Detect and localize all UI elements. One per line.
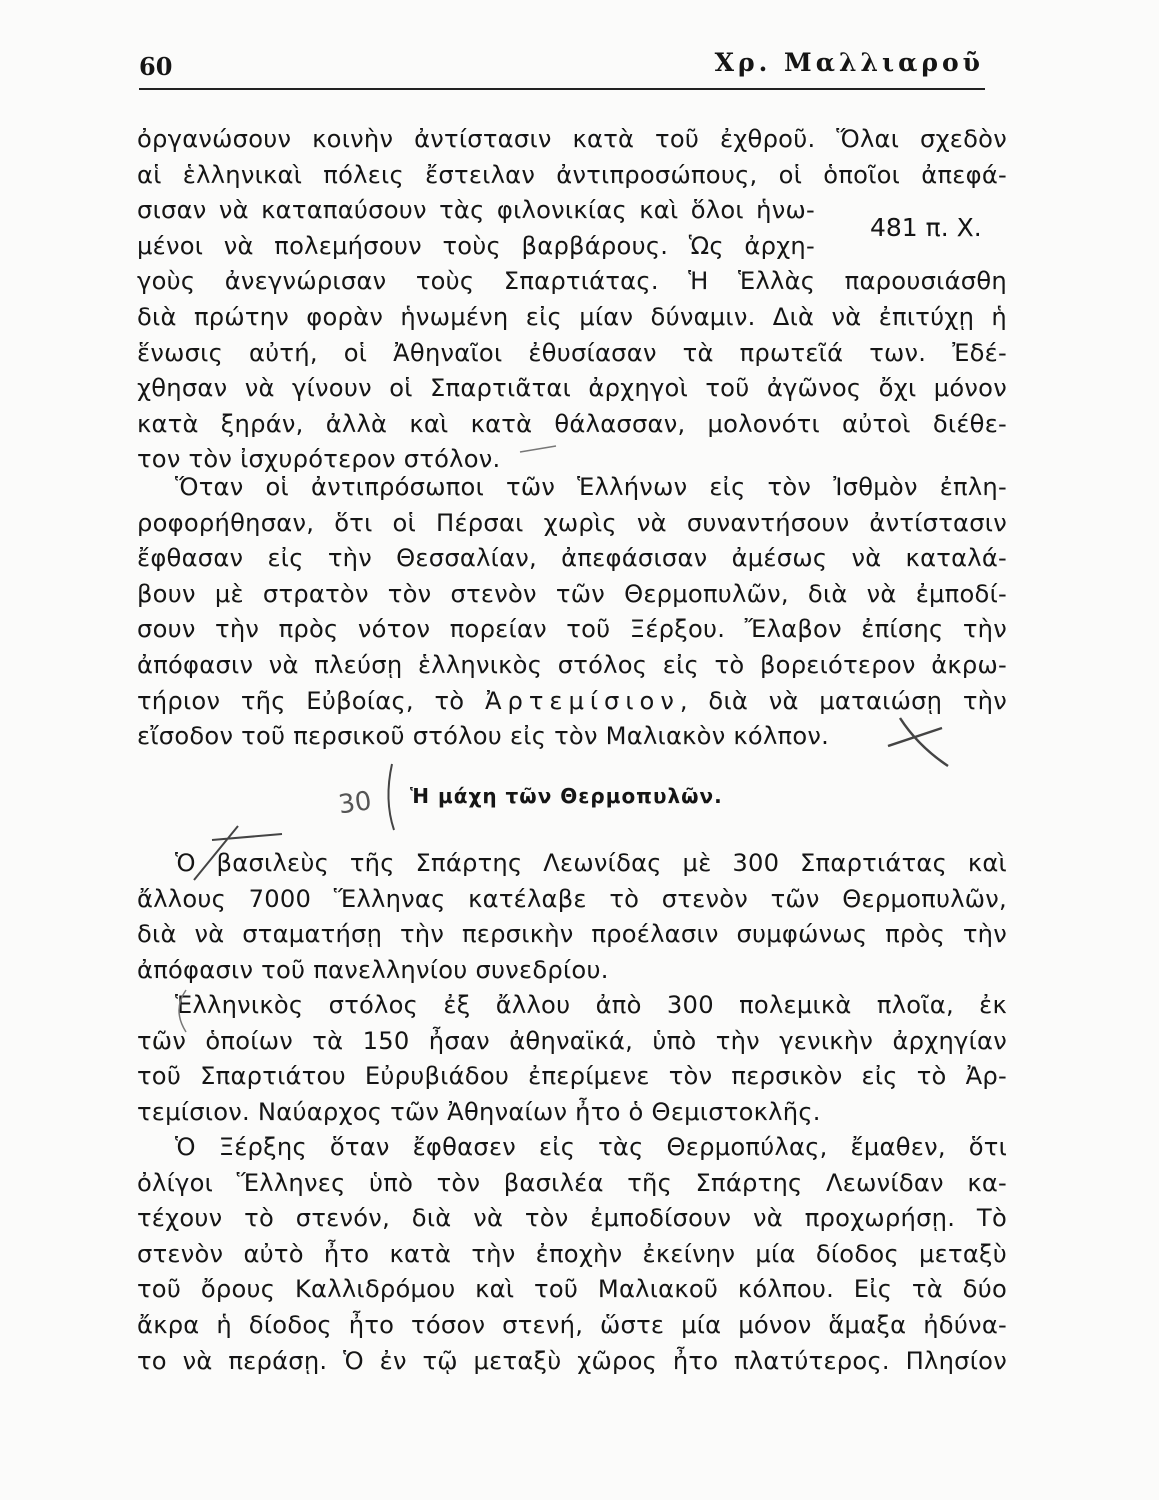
paragraph-4 xyxy=(137,988,1007,1130)
text-line: εἴσοδον τοῦ περσικοῦ στόλου εἰς τὸν Μαλιακὸν κόλπον. xyxy=(137,722,830,751)
text-line: στενὸν αὐτὸ ἦτο κατὰ τὴν ἐποχὴν ἐκείνην μία δίοδος μεταξὺ xyxy=(137,1239,1007,1268)
page-number: 60 xyxy=(139,52,173,81)
text-line: ἔφθασαν εἰς τὴν Θεσσαλίαν, ἀπεφάσισαν ἀμέσως νὰ καταλά- xyxy=(137,544,1007,573)
paragraph-1 xyxy=(137,122,1007,478)
text-line: διὰ πρώτην φορὰν ἡνωμένη εἰς μίαν δύναμιν. Διὰ νὰ ἐπιτύχῃ ἡ xyxy=(137,302,1007,331)
text-line: τον τὸν ἰσχυρότερον στόλον. xyxy=(137,445,501,474)
line-end: , διὰ νὰ ματαιώσῃ τὴν xyxy=(679,686,1008,715)
section-heading: Ἡ μάχη τῶν Θερμοπυλῶν. xyxy=(410,784,723,808)
text-line: ἕνωσις αὐτή, οἱ Ἀθηναῖοι ἐθυσίασαν τὰ πρωτεῖά των. Ἐδέ- xyxy=(137,338,1007,367)
text-line: το νὰ περάσῃ. Ὁ ἐν τῷ μεταξὺ χῶρος ἦτο πλατύτερος. Πλησίον xyxy=(137,1346,1007,1375)
text-line: ἄκρα ἡ δίοδος ἦτο τόσον στενή, ὥστε μία μόνον ἅμαξα ἠδύνα- xyxy=(137,1310,1007,1339)
paragraph-5 xyxy=(137,1130,1007,1379)
text-line: ὀλίγοι Ἕλληνες ὑπὸ τὸν βασιλέα τῆς Σπάρτης Λεωνίδαν κα- xyxy=(137,1168,1007,1197)
text-line: τοῦ ὄρους Καλλιδρόμου καὶ τοῦ Μαλιακοῦ κόλπου. Εἰς τὰ δύο xyxy=(137,1275,1007,1304)
paragraph-2 xyxy=(137,470,1007,755)
header-rule xyxy=(139,88,985,90)
pencil-bracket xyxy=(388,764,394,830)
text-line: τεμίσιον. Ναύαρχος τῶν Ἀθηναίων ἦτο ὁ Θεμιστοκλῆς. xyxy=(137,1097,821,1126)
text-line: Ὁ βασιλεὺς τῆς Σπάρτης Λεωνίδας μὲ 300 Σπαρτιάτας καὶ xyxy=(175,849,1007,877)
text-line: Ὁ Ξέρξης ὅταν ἔφθασεν εἰς τὰς Θερμοπύλας, ἔμαθεν, ὅτι xyxy=(175,1133,1007,1161)
text-line: ἀπόφασιν τοῦ πανελληνίου συνεδρίου. xyxy=(137,955,609,984)
pencil-number: 30 xyxy=(336,786,374,821)
text-line: βουν μὲ στρατὸν τὸν στενὸν τῶν Θερμοπυλῶν, διὰ νὰ ἐμποδί- xyxy=(137,579,1007,608)
text-line: ὀργανώσουν κοινὴν ἀντίστασιν κατὰ τοῦ ἐχθροῦ. Ὅλαι σχεδὸν xyxy=(137,125,1007,153)
paragraph-3 xyxy=(137,846,1007,988)
text-line: σισαν νὰ καταπαύσουν τὰς φιλονικίας καὶ ὅλοι ἡνω- xyxy=(137,196,815,225)
place-name: Ἀρτεμίσιον xyxy=(484,686,680,715)
running-title: Χρ. Μαλλιαροῦ xyxy=(714,48,984,77)
text-line: διὰ νὰ σταματήσῃ τὴν περσικὴν προέλασιν συμφώνως πρὸς τὴν xyxy=(137,920,1007,949)
text-line: ἀπόφασιν νὰ πλεύσῃ ἑλληνικὸς στόλος εἰς τὸ βορειότερον ἀκρω- xyxy=(137,650,1007,679)
text-line xyxy=(137,684,1007,720)
text-line: χθησαν νὰ γίνουν οἱ Σπαρτιᾶται ἀρχηγοὶ τοῦ ἀγῶνος ὄχι μόνον xyxy=(137,374,1007,403)
text-line: σουν τὴν πρὸς νότον πορείαν τοῦ Ξέρξου. Ἔλαβον ἐπίσης τὴν xyxy=(137,615,1007,644)
text-line: μένοι νὰ πολεμήσουν τοὺς βαρβάρους. Ὡς ἀρχη- xyxy=(137,231,815,260)
text-line: Ὅταν οἱ ἀντιπρόσωποι τῶν Ἑλλήνων εἰς τὸν Ἰσθμὸν ἐπλη- xyxy=(175,473,1007,501)
margin-date-note: 481 π. Χ. xyxy=(870,213,982,242)
text-line: κατὰ ξηράν, ἀλλὰ καὶ κατὰ θάλασσαν, μολονότι αὐτοὶ διέθε- xyxy=(137,409,1007,438)
text-line: τῶν ὁποίων τὰ 150 ἦσαν ἀθηναϊκά, ὑπὸ τὴν γενικὴν ἀρχηγίαν xyxy=(137,1026,1007,1055)
text-line: ροφορήθησαν, ὅτι οἱ Πέρσαι χωρὶς νὰ συναντήσουν ἀντίστασιν xyxy=(137,508,1007,537)
text-line: αἱ ἑλληνικαὶ πόλεις ἔστειλαν ἀντιπροσώπους, οἱ ὁποῖοι ἀπεφά- xyxy=(137,160,1007,189)
line-start: τήριον τῆς Εὐβοίας, τὸ xyxy=(137,686,485,715)
text-line: γοὺς ἀνεγνώρισαν τοὺς Σπαρτιάτας. Ἡ Ἑλλὰς παρουσιάσθη xyxy=(137,267,1007,296)
text-line: ἄλλους 7000 Ἕλληνας κατέλαβε τὸ στενὸν τῶν Θερμοπυλῶν, xyxy=(137,884,1007,913)
text-line: Ἑλληνικὸς στόλος ἐξ ἄλλου ἀπὸ 300 πολεμικὰ πλοῖα, ἐκ xyxy=(175,991,1007,1019)
text-line: τοῦ Σπαρτιάτου Εὐρυβιάδου ἐπερίμενε τὸν περσικὸν εἰς τὸ Ἀρ- xyxy=(137,1062,1007,1091)
text-line: τέχουν τὸ στενόν, διὰ νὰ τὸν ἐμποδίσουν νὰ προχωρήσῃ. Τὸ xyxy=(137,1204,1007,1233)
